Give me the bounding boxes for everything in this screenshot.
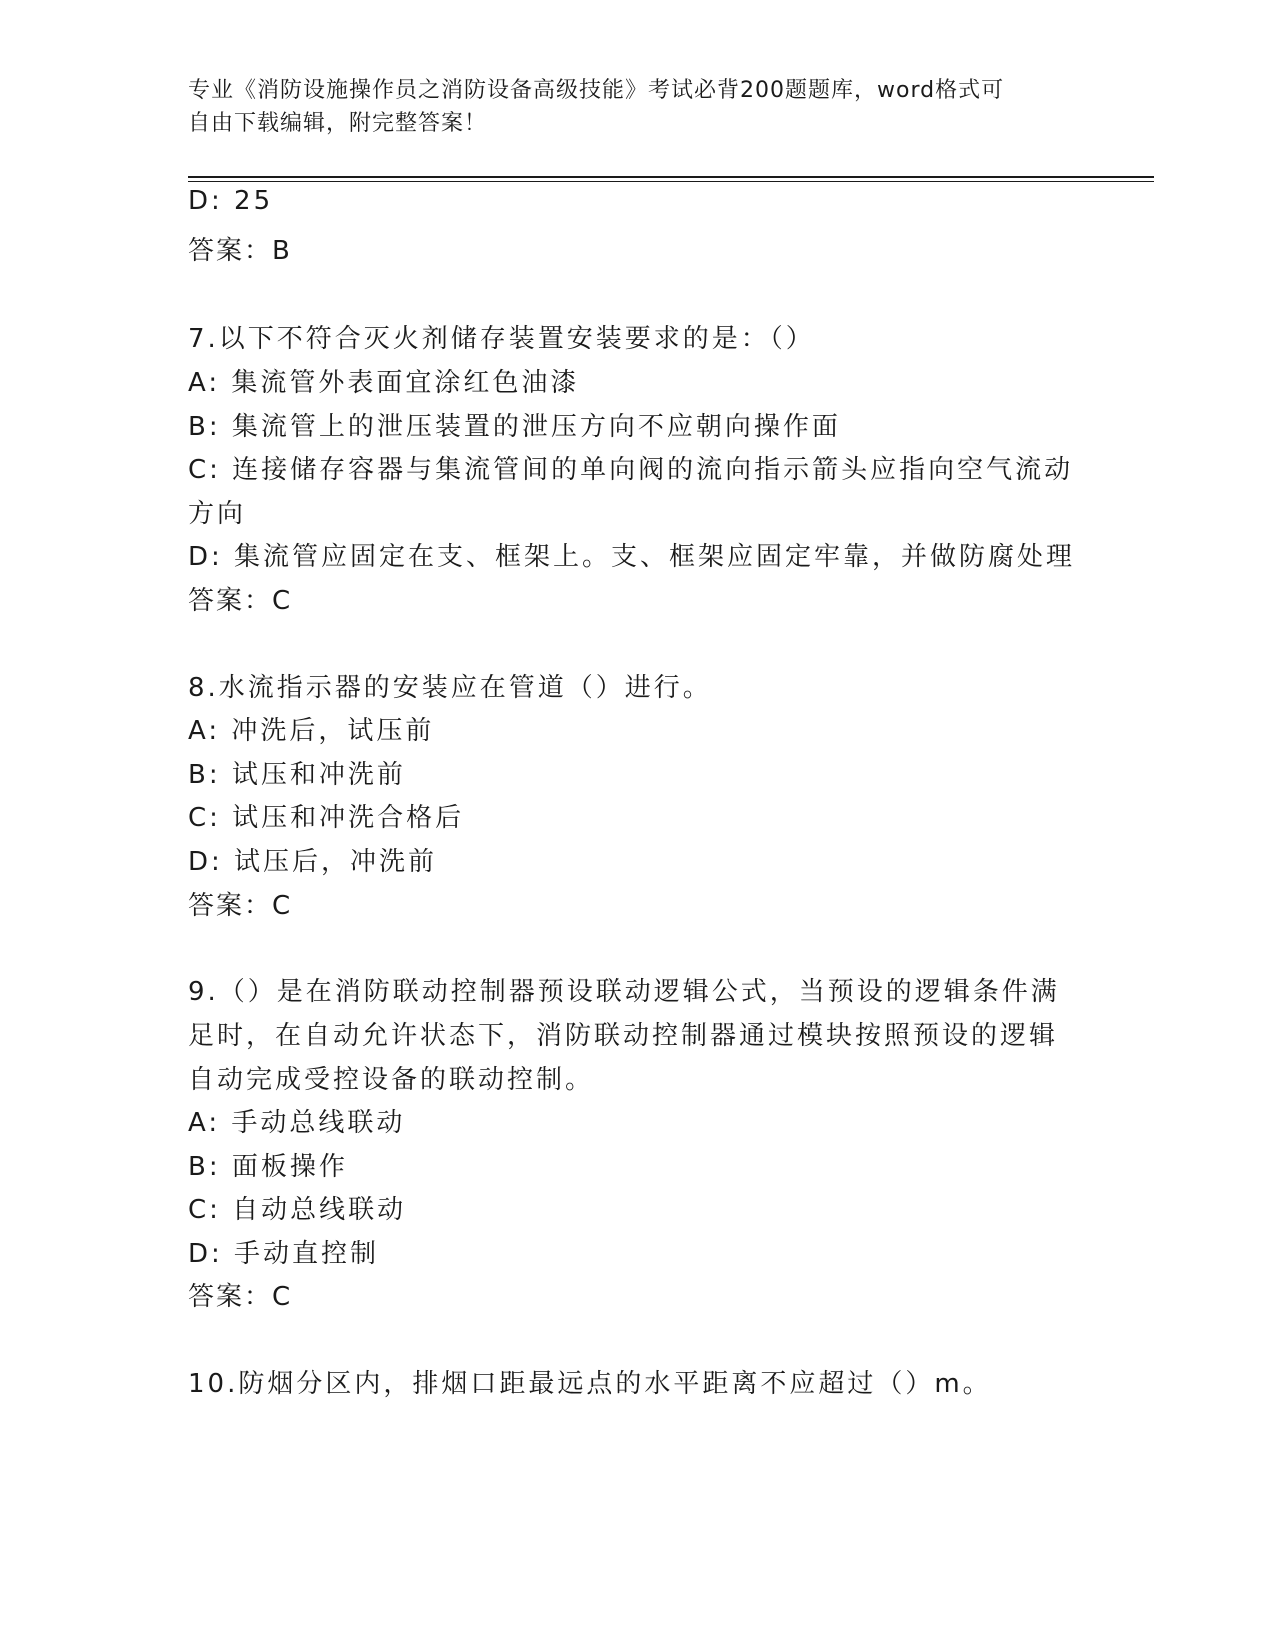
q9-option-c: C: 自动总线联动: [188, 1195, 407, 1225]
header-divider-thin: [188, 181, 1154, 182]
q8-stem: 8.水流指示器的安装应在管道（）进行。: [188, 673, 712, 703]
q8-option-d: D: 试压后，冲洗前: [188, 847, 438, 877]
q10-stem: 10.防烟分区内，排烟口距最远点的水平距离不应超过（）m。: [188, 1369, 992, 1399]
header-line-1: 专业《消防设施操作员之消防设备高级技能》考试必背200题题库，word格式可: [188, 78, 1005, 103]
q9-stem-line2: 足时，在自动允许状态下，消防联动控制器通过模块按照预设的逻辑: [188, 1021, 1059, 1051]
prev-answer: 答案：B: [188, 236, 292, 266]
q9-stem-line3: 自动完成受控设备的联动控制。: [188, 1065, 595, 1095]
q7-answer: 答案：C: [188, 586, 293, 616]
q9-stem-line1: 9.（）是在消防联动控制器预设联动逻辑公式，当预设的逻辑条件满: [188, 977, 1060, 1007]
q9-answer: 答案：C: [188, 1282, 293, 1312]
q8-option-b: B: 试压和冲洗前: [188, 760, 406, 790]
header-divider-thick: [188, 176, 1154, 178]
q9-option-d: D: 手动直控制: [188, 1239, 380, 1269]
q8-option-c: C: 试压和冲洗合格后: [188, 803, 465, 833]
q7-option-c-line2: 方向: [188, 499, 247, 529]
q9-option-b: B: 面板操作: [188, 1152, 348, 1182]
header-line-2: 自由下载编辑，附完整答案！: [188, 111, 488, 136]
document-header: [188, 74, 1068, 140]
q8-option-a: A: 冲洗后，试压前: [188, 716, 435, 746]
q7-option-c-line1: C: 连接储存容器与集流管间的单向阀的流向指示箭头应指向空气流动: [188, 455, 1074, 485]
q7-option-b: B: 集流管上的泄压装置的泄压方向不应朝向操作面: [188, 412, 841, 442]
q9-option-a: A: 手动总线联动: [188, 1108, 406, 1138]
q8-answer: 答案：C: [188, 891, 293, 921]
q7-option-a: A: 集流管外表面宜涂红色油漆: [188, 368, 580, 398]
q7-stem: 7.以下不符合灭火剂储存装置安装要求的是：（）: [188, 324, 815, 354]
q7-option-d: D: 集流管应固定在支、框架上。支、框架应固定牢靠，并做防腐处理: [188, 542, 1076, 572]
prev-option-d: D: 25: [188, 186, 274, 216]
